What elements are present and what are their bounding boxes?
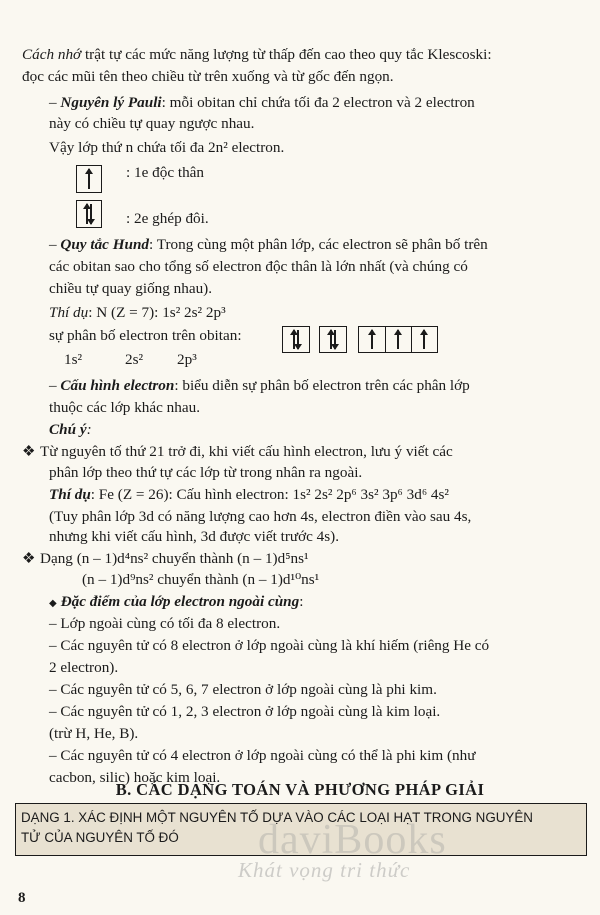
orbital-box-2p bbox=[358, 326, 438, 353]
iron-note-line-1: (Tuy phân lớp 3d có năng lượng cao hơn 4s, electron điền vào sau 4s, bbox=[49, 508, 472, 525]
outer-item: – Lớp ngoài cùng có tối đa 8 electron. bbox=[49, 615, 281, 632]
spin-up-arrow-icon bbox=[423, 330, 425, 349]
problem-type-line-2: TỬ CỦA NGUYÊN TỐ ĐÓ bbox=[21, 830, 179, 845]
mnemonic-line-2: đọc các mũi tên theo chiều từ trên xuống và từ gốc đến ngọn. bbox=[22, 68, 394, 85]
note-bullet-1-line-2: phân lớp theo thứ tự các lớp từ trong nhân ra ngoài. bbox=[49, 464, 363, 481]
outer-item: – Các nguyên tử có 5, 6, 7 electron ở lớp ngoài cùng là phi kim. bbox=[49, 681, 437, 698]
iron-note-line-2: nhưng khi viết cấu hình, 3d được viết trước 4s). bbox=[49, 528, 340, 545]
outer-shell-title: Đặc điểm của lớp electron ngoài cùng bbox=[60, 593, 300, 610]
orbital-cell bbox=[77, 166, 101, 192]
orbital-distribution-label: sự phân bố electron trên obitan: bbox=[49, 327, 242, 344]
hund-line-2: các obitan sao cho tổng số electron độc thân là lớn nhất (và chúng có bbox=[49, 258, 468, 275]
spin-up-arrow-icon bbox=[371, 330, 373, 349]
orbital-cell bbox=[320, 327, 346, 352]
pauli-text: : mỗi obitan chỉ chứa tối đa 2 electron và 2 electron bbox=[161, 94, 475, 111]
section-title: B. CÁC DẠNG TOÁN VÀ PHƯƠNG PHÁP GIẢI bbox=[115, 780, 485, 799]
mnemonic-line-1 bbox=[22, 45, 492, 64]
outer-item: – Các nguyên tử có 8 electron ở lớp ngoài cùng là khí hiếm (riêng He có bbox=[49, 637, 490, 654]
note-bullet-1 bbox=[22, 442, 453, 461]
hund-dash: – bbox=[49, 236, 61, 253]
hund-text: : Trong cùng một phân lớp, các electron sẽ phân bố trên bbox=[149, 236, 488, 253]
pauli-line-1 bbox=[49, 93, 475, 112]
outer-item: – Các nguyên tử có 4 electron ở lớp ngoài cùng có thể là phi kim (như bbox=[49, 747, 476, 764]
note-bullet-2-text: Dạng (n – 1)d⁴ns² chuyển thành (n – 1)d⁵ns¹ bbox=[40, 550, 309, 567]
orbital-cell bbox=[359, 327, 386, 352]
orbital-box-single-legend bbox=[76, 165, 102, 193]
diamond-bullet-icon: ❖ bbox=[22, 550, 36, 567]
paired-electron-label: : 2e ghép đôi. bbox=[126, 210, 209, 227]
spin-down-arrow-icon bbox=[297, 330, 299, 349]
orbital-cell bbox=[411, 327, 437, 352]
outer-shell-heading bbox=[49, 592, 303, 613]
note-bullet-1-text: Từ nguyên tố thứ 21 trở đi, khi viết cấu hình electron, lưu ý viết các bbox=[40, 443, 453, 460]
orbital-box-2s bbox=[319, 326, 347, 353]
label-2p: 2p³ bbox=[177, 351, 197, 368]
note-bullet-2-line-2: (n – 1)d⁹ns² chuyển thành (n – 1)d¹⁰ns¹ bbox=[82, 571, 320, 588]
diamond-bullet-icon: ❖ bbox=[22, 443, 36, 460]
spin-down-arrow-icon bbox=[334, 330, 336, 349]
iron-config: : Fe (Z = 26): Cấu hình electron: 1s² 2s² 2p⁶ 3s² 3p⁶ 3d⁶ 4s² bbox=[90, 486, 449, 503]
small-diamond-icon: ◆ bbox=[49, 598, 57, 609]
note-label: Chú ý bbox=[49, 421, 87, 438]
hund-term: Quy tắc Hund bbox=[60, 236, 149, 253]
spin-up-arrow-icon bbox=[88, 169, 90, 189]
hund-line-3: chiều tự quay giống nhau). bbox=[49, 280, 213, 297]
nitrogen-config: : N (Z = 7): 1s² 2s² 2p³ bbox=[88, 304, 226, 321]
orbital-cell bbox=[385, 327, 412, 352]
label-1s: 1s² bbox=[64, 351, 83, 368]
orbital-cell bbox=[77, 201, 101, 227]
note-heading bbox=[49, 420, 92, 439]
pauli-term: Nguyên lý Pauli bbox=[60, 94, 162, 111]
orbital-box-pair-legend bbox=[76, 200, 102, 228]
pauli-line-3: Vậy lớp thứ n chứa tối đa 2n² electron. bbox=[49, 139, 285, 156]
page-number: 8 bbox=[18, 890, 26, 906]
mnemonic-text: trật tự các mức năng lượng từ thấp đến cao theo quy tắc Klescoski: bbox=[81, 46, 492, 63]
spin-down-arrow-icon bbox=[90, 204, 92, 224]
note-colon: : bbox=[86, 421, 92, 438]
orbital-box-1s bbox=[282, 326, 310, 353]
config-line-1 bbox=[49, 376, 470, 395]
iron-example bbox=[49, 485, 449, 504]
outer-item: cacbon, silic) hoặc kim loại. bbox=[49, 769, 221, 786]
config-dash: – bbox=[49, 377, 61, 394]
hund-line-1 bbox=[49, 235, 488, 254]
watermark-tagline: Khát vọng tri thức bbox=[238, 858, 411, 882]
example-lead: Thí dụ bbox=[49, 304, 89, 321]
nitrogen-example bbox=[49, 303, 226, 322]
pauli-dash: – bbox=[49, 94, 61, 111]
pauli-line-2: này có chiều tự quay ngược nhau. bbox=[49, 115, 255, 132]
spin-up-arrow-icon bbox=[397, 330, 399, 349]
config-line-2: thuộc các lớp khác nhau. bbox=[49, 399, 200, 416]
single-electron-label: : 1e độc thân bbox=[126, 164, 205, 181]
outer-shell-colon: : bbox=[299, 593, 304, 610]
iron-example-lead: Thí dụ bbox=[49, 486, 91, 503]
outer-item: 2 electron). bbox=[49, 659, 119, 676]
note-bullet-2 bbox=[22, 549, 309, 568]
orbital-cell bbox=[283, 327, 309, 352]
outer-item: – Các nguyên tử có 1, 2, 3 electron ở lớp ngoài cùng là kim loại. bbox=[49, 703, 441, 720]
outer-item: (trừ H, He, B). bbox=[49, 725, 139, 742]
mnemonic-lead: Cách nhớ bbox=[22, 46, 82, 63]
label-2s: 2s² bbox=[125, 351, 144, 368]
problem-type-line-1: DẠNG 1. XÁC ĐỊNH MỘT NGUYÊN TỐ DỰA VÀO CÁC LOẠI HẠT TRONG NGUYÊN bbox=[21, 810, 533, 825]
config-term: Cấu hình electron bbox=[60, 377, 175, 394]
watermark-brand: daviBooks bbox=[258, 817, 447, 863]
config-text: : biểu diễn sự phân bố electron trên các phân lớp bbox=[174, 377, 470, 394]
